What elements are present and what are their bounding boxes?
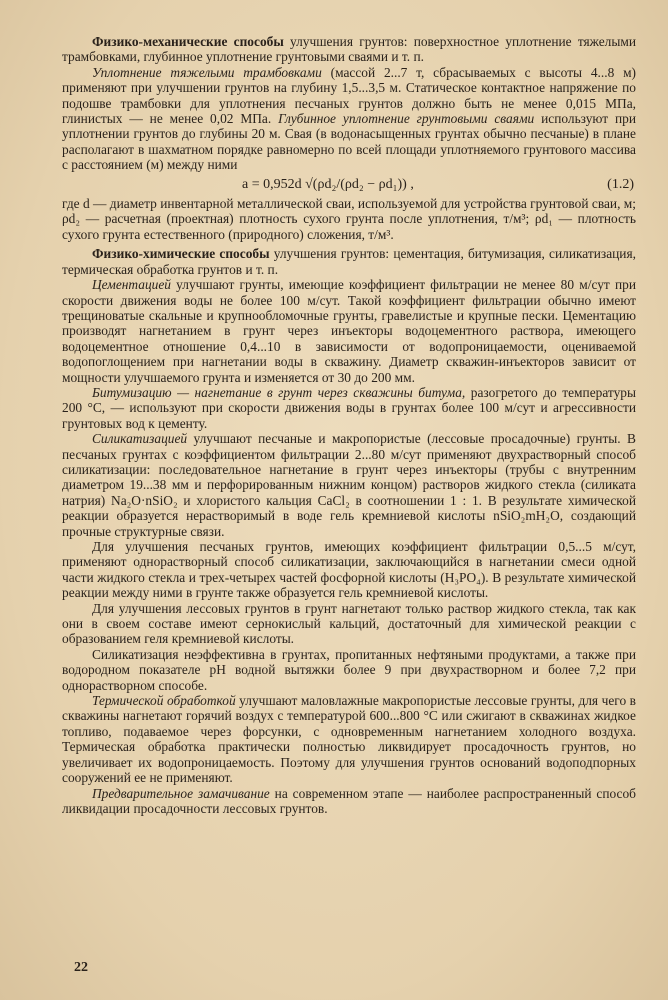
paragraph-sandy-soils: Для улучшения песчаных грунтов, имеющих коэффициент фильтрации 0,5...5 м/сут, применяют однорастворный способ силикатизации, заключающийся в нагнетании смеси одной части жидкого стекла и трех-четырех частей фосфорной кислоты (H₃PO₄). В результате химической реакции между ними в грунте также образуется гель кремниевой кислоты. [62, 539, 636, 601]
paragraph-text: используют при уплотнении грунтов до глубины 20 м. Свая (в водонасыщенных грунтах обычно песчаные) в плане располагают в шахматном порядке равномерно по всей площади уплотняемого грунтового массива с расстоянием (м) между ними [62, 111, 636, 173]
formula-number: (1.2) [607, 176, 634, 192]
paragraph-thermal-treatment [62, 693, 636, 785]
term-pre-soaking: Предварительное замачивание [92, 785, 270, 801]
paragraph-text: разогретого до температуры 200 °С, — используют при скорости движения воды в грунтах более 100 м/сут и агрессивности грунтовых вод к цементу. [62, 384, 636, 431]
term-physico-mechanical: Физико-механические способы [92, 34, 284, 49]
paragraph-physico-chemical [62, 246, 636, 277]
paragraph-text: (массой 2...7 т, сбрасываемых с высоты 4...8 м) применяют при улучшении грунтов на глубину 1,5...3,5 м. Статическое контактное напряжение по подошве трамбовки для уплотнения песчаных грунтов должно быть не менее 0,015 МПа, глинистых — не менее 0,02 МПа. [62, 64, 637, 127]
paragraph-text: улучшают песчаные и макропористые (лессовые просадочные) грунты. В песчаных грунтах с коэффициентом фильтрации 2...80 м/сут применяют двухрастворный способ силикатизации: последовательное нагнетание в грунт через инъекторы (трубы с внутренним диаметром 19...38 мм и перфорированным нижним концом) растворов жидкого стекла (силиката натрия) Na₂O·nSiO₂ и хлористого кальция CaCl₂ в соотношении 1 : 1. В результате химической реакции образуется нерастворимый в воде гель кремниевой кислоты nSiO₂mH₂O, создающий прочные структурные связи. [62, 431, 636, 539]
term-deep-compaction: Глубинное уплотнение грунтовыми сваями [278, 111, 535, 127]
paragraph-silicatization-limits: Силикатизация неэффективна в грунтах, пропитанных нефтяными продуктами, а также при водородном показателе pH водной вытяжки более 9 при двухрастворном и более 7,2 при однорастворном способе. [62, 646, 636, 693]
term-heavy-tamping: Уплотнение тяжелыми трамбовками [92, 64, 322, 80]
term-thermal-treatment: Термической обработкой [92, 693, 236, 709]
formula-1-2 [62, 177, 636, 192]
paragraph-text: улучшают маловлажные макропористые лессовые грунты, для чего в скважины нагнетают горячий воздух с температурой 600...800 °С или сжигают в скважинах жидкое топливо, подаваемое через форсунки, с одновременным нагнетанием холодного воздуха. Термическая обработка практически полностью ликвидирует просадочность грунтов, но увеличивает их водопроницаемость. Поэтому для улучшения грунтов оснований водоподпорных сооружений ее не применяют. [62, 693, 636, 786]
term-silicatization: Силикатизацией [92, 431, 188, 447]
paragraph-heavy-tamping [62, 65, 636, 173]
paragraph-text: улучшают грунты, имеющие коэффициент фильтрации не менее 80 м/сут при скорости движения воды не более 100 м/сут. Такой коэффициент фильтрации обычно имеют трещиноватые скальные и крупнообломочные грунты, гравелистые и крупные пески. Цементацию производят нагнетанием в грунт через инъекторы водоцементного раствора, имеющего водоцементное отношение 0,4...10 в зависимости от водопроницаемости, оцениваемой водопоглощением при нагнетании воды в скважину. Диаметр скважин-инъекторов зависит от мощности улучшаемого грунта и изменяется от 30 до 200 мм. [62, 277, 636, 385]
paragraph-text: улучшения грунтов: цементация, битумизация, силикатизация, термическая обработка грунтов и т. п. [62, 246, 636, 277]
text-body [62, 34, 636, 816]
paragraph-loess-soils: Для улучшения лессовых грунтов в грунт нагнетают только раствор жидкого стекла, так как они в своем составе имеют сернокислый кальций, достаточный для химической реакции с образованием геля кремниевой кислоты. [62, 600, 636, 647]
paragraph-formula-legend: где d — диаметр инвентарной металлической сваи, используемой для устройства грунтовой сваи, м; ρd₂ — расчетная (проектная) плотность сухого грунта после уплотнения, т/м³; ρd₁ — плотность сухого грунта естественного (природного) сложения, т/м³. [62, 196, 636, 242]
paragraph-bitumization [62, 385, 636, 431]
paragraph-physico-mechanical [62, 34, 636, 65]
paragraph-cementation [62, 277, 636, 385]
paragraph-pre-soaking [62, 786, 636, 817]
term-physico-chemical: Физико-химические способы [92, 246, 270, 262]
paragraph-silicatization [62, 431, 636, 539]
page-number: 22 [74, 960, 88, 975]
term-bitumization: Битумизацию — нагнетание в грунт через скважины битума, [92, 384, 466, 400]
term-cementation: Цементацией [92, 277, 171, 293]
paragraph-text: улучшения грунтов: поверхностное уплотнение тяжелыми трамбовками, глубинное уплотнение грунтовыми сваями и т. п. [62, 34, 637, 65]
formula-expression: a = 0,952d √(ρd₂/(ρd₂ − ρd₁)) , [242, 176, 414, 192]
paragraph-text: на современном этапе — наиболее распространенный способ ликвидации просадочности лессовых грунтов. [62, 785, 636, 816]
